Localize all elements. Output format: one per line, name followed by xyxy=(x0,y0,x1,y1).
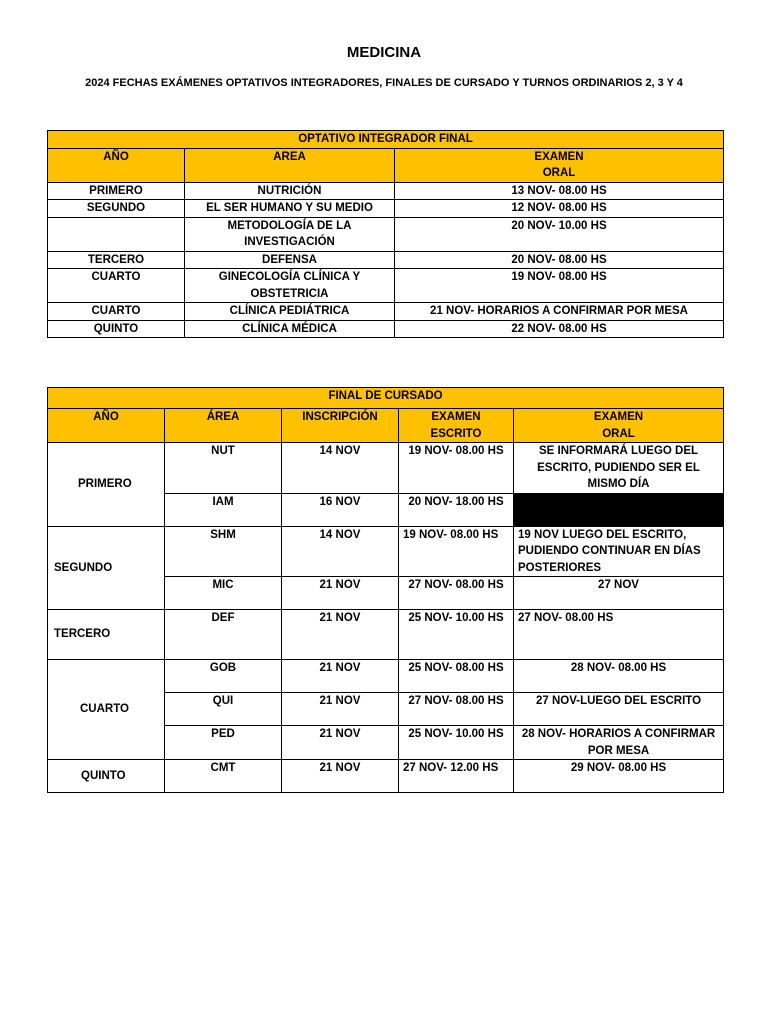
cell-year: SEGUNDO xyxy=(48,200,185,218)
redacted-cell xyxy=(514,493,724,526)
table-caption: FINAL DE CURSADO xyxy=(48,388,724,409)
cell-area: MIC xyxy=(165,577,282,610)
cell-inscription: 14 NOV xyxy=(282,443,399,494)
table-row xyxy=(48,610,724,660)
cell-exam: 21 NOV- HORARIOS A CONFIRMAR POR MESA xyxy=(395,303,724,321)
cell-oral: 27 NOV xyxy=(514,577,724,610)
header-area: AREA xyxy=(185,148,395,182)
header-year: AÑO xyxy=(48,148,185,182)
table-row xyxy=(48,217,724,251)
cell-area: PED xyxy=(165,726,282,760)
cell-exam: 19 NOV- 08.00 HS xyxy=(395,269,724,303)
cell-year: QUINTO xyxy=(48,760,165,793)
cell-area: DEFENSA xyxy=(185,251,395,269)
cell-year: CUARTO xyxy=(48,303,185,321)
cell-inscription: 21 NOV xyxy=(282,760,399,793)
cell-written: 25 NOV- 10.00 HS xyxy=(399,726,514,760)
table-row xyxy=(48,200,724,218)
header-inscription: INSCRIPCIÓN xyxy=(282,409,399,443)
cell-year: SEGUNDO xyxy=(48,526,165,610)
cell-written: 27 NOV- 08.00 HS xyxy=(399,693,514,726)
cell-written: 19 NOV- 08.00 HS xyxy=(399,526,514,577)
cell-area: METODOLOGÍA DE LA INVESTIGACIÓN xyxy=(185,217,395,251)
table-row xyxy=(48,320,724,338)
table-row xyxy=(48,303,724,321)
cell-written: 27 NOV- 12.00 HS xyxy=(399,760,514,793)
optativo-integrador-table xyxy=(47,130,724,338)
header-area: ÁREA xyxy=(165,409,282,443)
cell-oral: 29 NOV- 08.00 HS xyxy=(514,760,724,793)
final-de-cursado-table xyxy=(47,387,724,793)
cell-area: CLÍNICA PEDIÁTRICA xyxy=(185,303,395,321)
table-row xyxy=(48,526,724,577)
cell-exam: 12 NOV- 08.00 HS xyxy=(395,200,724,218)
cell-inscription: 21 NOV xyxy=(282,660,399,693)
cell-year: QUINTO xyxy=(48,320,185,338)
header-exam: EXAMEN ORAL xyxy=(395,148,724,182)
table-row xyxy=(48,251,724,269)
cell-year xyxy=(48,217,185,251)
page-title: MEDICINA xyxy=(346,44,422,61)
table-row xyxy=(48,269,724,303)
cell-exam: 20 NOV- 08.00 HS xyxy=(395,251,724,269)
cell-oral: SE INFORMARÁ LUEGO DEL ESCRITO, PUDIENDO SER EL MISMO DÍA xyxy=(514,443,724,494)
cell-exam: 13 NOV- 08.00 HS xyxy=(395,182,724,200)
cell-area: GOB xyxy=(165,660,282,693)
cell-area: EL SER HUMANO Y SU MEDIO xyxy=(185,200,395,218)
cell-oral: 28 NOV- 08.00 HS xyxy=(514,660,724,693)
cell-exam: 20 NOV- 10.00 HS xyxy=(395,217,724,251)
cell-area: IAM xyxy=(165,493,282,526)
cell-area: CMT xyxy=(165,760,282,793)
cell-year: CUARTO xyxy=(48,269,185,303)
cell-year: TERCERO xyxy=(48,251,185,269)
cell-oral: 27 NOV- 08.00 HS xyxy=(514,610,724,660)
cell-year: PRIMERO xyxy=(48,182,185,200)
cell-area: GINECOLOGÍA CLÍNICA Y OBSTETRICIA xyxy=(185,269,395,303)
cell-area: SHM xyxy=(165,526,282,577)
header-oral-exam: EXAMEN ORAL xyxy=(514,409,724,443)
header-written-exam: EXAMEN ESCRITO xyxy=(399,409,514,443)
cell-written: 25 NOV- 10.00 HS xyxy=(399,610,514,660)
cell-inscription: 21 NOV xyxy=(282,577,399,610)
cell-area: DEF xyxy=(165,610,282,660)
cell-area: CLÍNICA MÉDICA xyxy=(185,320,395,338)
table-row xyxy=(48,182,724,200)
cell-written: 20 NOV- 18.00 HS xyxy=(399,493,514,526)
page-subtitle: 2024 FECHAS EXÁMENES OPTATIVOS INTEGRADORES, FINALES DE CURSADO Y TURNOS ORDINARIOS 2, 3 Y 4 xyxy=(85,77,683,89)
cell-inscription: 21 NOV xyxy=(282,726,399,760)
cell-written: 27 NOV- 08.00 HS xyxy=(399,577,514,610)
table-row xyxy=(48,760,724,793)
cell-area: NUTRICIÓN xyxy=(185,182,395,200)
cell-area: NUT xyxy=(165,443,282,494)
cell-written: 19 NOV- 08.00 HS xyxy=(399,443,514,494)
cell-year: CUARTO xyxy=(48,660,165,760)
table-row xyxy=(48,443,724,494)
cell-area: QUI xyxy=(165,693,282,726)
cell-inscription: 14 NOV xyxy=(282,526,399,577)
cell-year: PRIMERO xyxy=(48,443,165,527)
table-caption: OPTATIVO INTEGRADOR FINAL xyxy=(48,131,724,149)
cell-oral: 27 NOV-LUEGO DEL ESCRITO xyxy=(514,693,724,726)
header-year: AÑO xyxy=(48,409,165,443)
cell-inscription: 16 NOV xyxy=(282,493,399,526)
cell-oral: 19 NOV LUEGO DEL ESCRITO, PUDIENDO CONTINUAR EN DÍAS POSTERIORES xyxy=(514,526,724,577)
cell-written: 25 NOV- 08.00 HS xyxy=(399,660,514,693)
cell-inscription: 21 NOV xyxy=(282,610,399,660)
cell-exam: 22 NOV- 08.00 HS xyxy=(395,320,724,338)
cell-year: TERCERO xyxy=(48,610,165,660)
cell-oral: 28 NOV- HORARIOS A CONFIRMAR POR MESA xyxy=(514,726,724,760)
table-row xyxy=(48,660,724,693)
cell-inscription: 21 NOV xyxy=(282,693,399,726)
